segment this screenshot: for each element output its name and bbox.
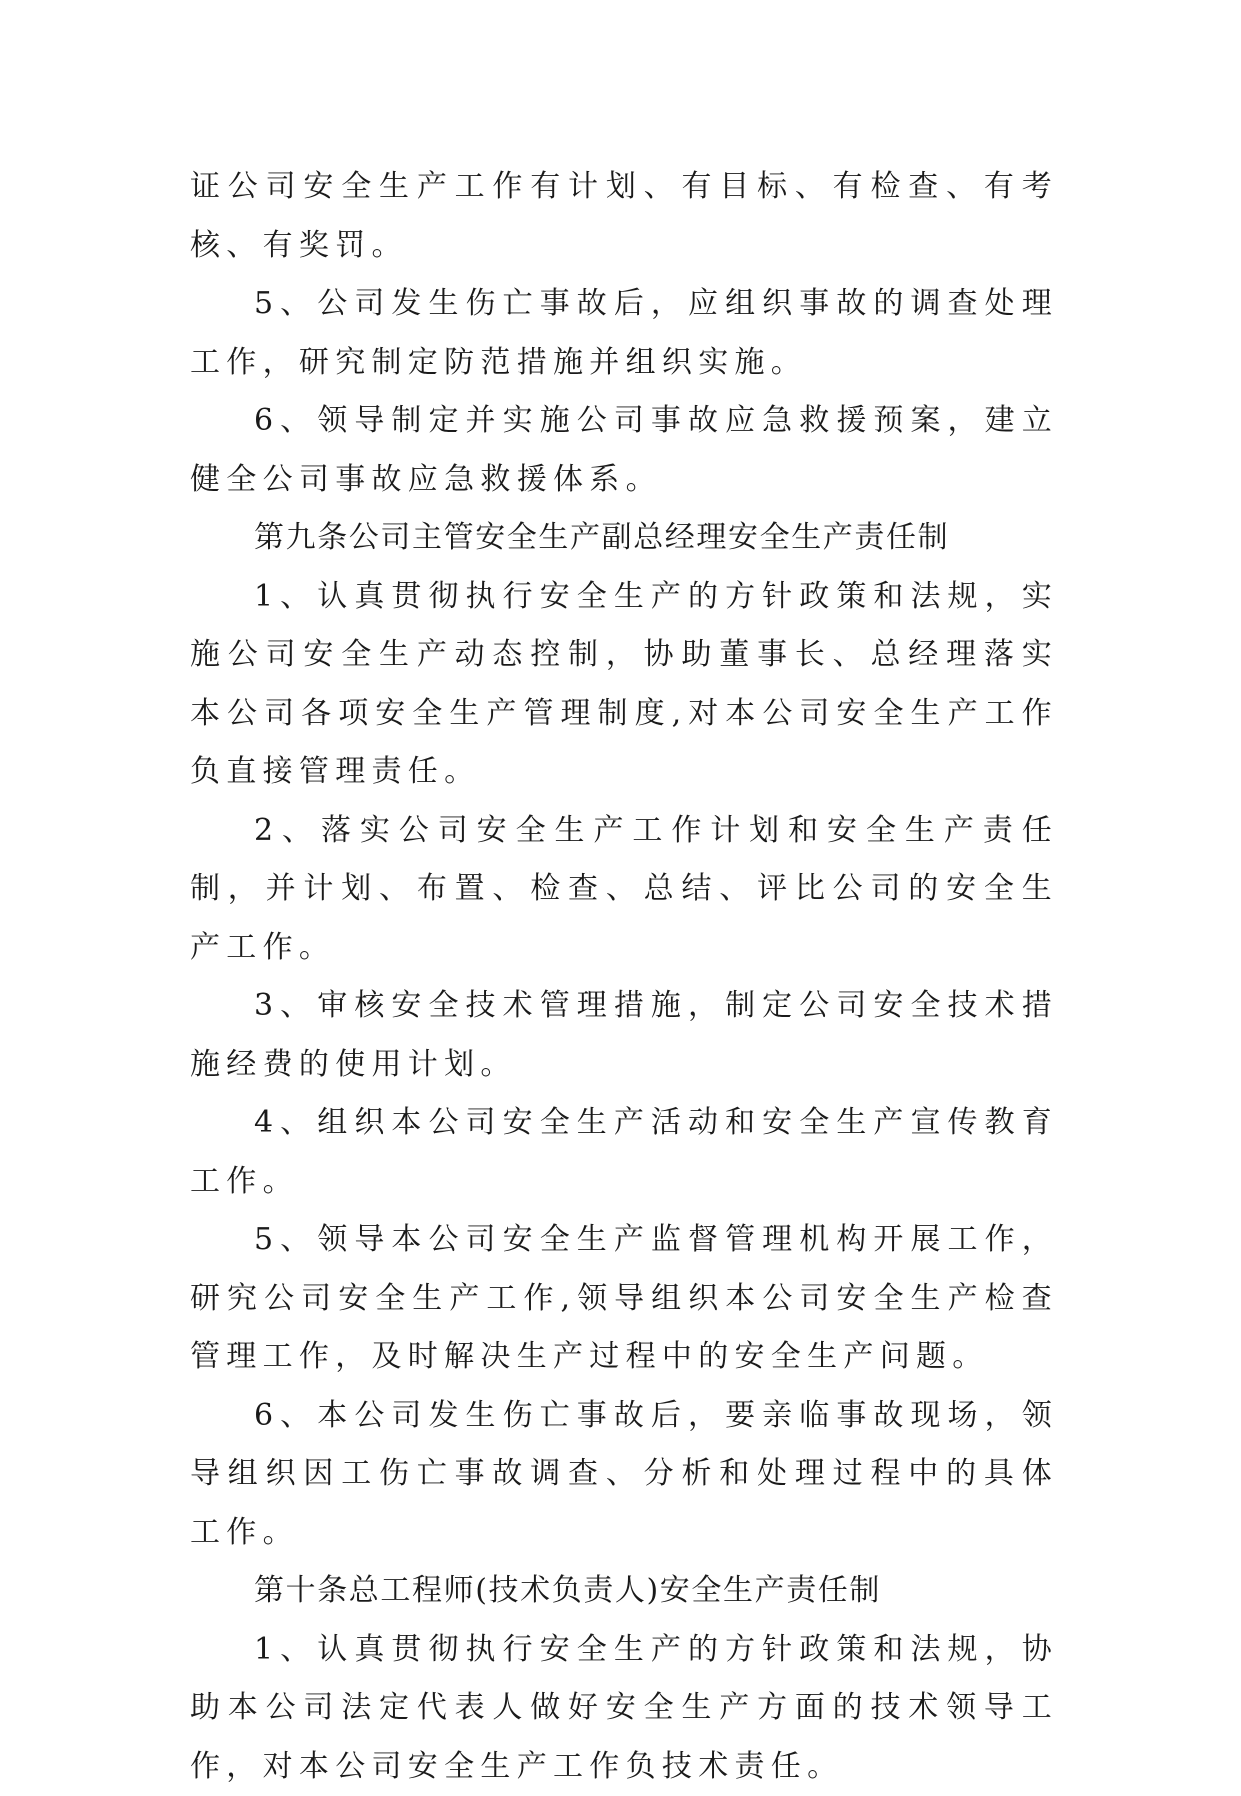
article-9-heading: 第九条公司主管安全生产副总经理安全生产责任制 [190,509,1058,568]
paragraph-art9-item-4: 4、组织本公司安全生产活动和安全生产宣传教育工作。 [190,1094,1058,1211]
paragraph-art9-item-1: 1、认真贯彻执行安全生产的方针政策和法规，实施公司安全生产动态控制，协助董事长、总经理落实本公司各项安全生产管理制度,对本公司安全生产工作负直接管理责任。 [190,568,1058,802]
paragraph-art9-item-6: 6、本公司发生伤亡事故后，要亲临事故现场，领导组织因工伤亡事故调查、分析和处理过程中的具体工作。 [190,1387,1058,1563]
paragraph-art10-item-1: 1、认真贯彻执行安全生产的方针政策和法规，协助本公司法定代表人做好安全生产方面的技术领导工作，对本公司安全生产工作负技术责任。 [190,1621,1058,1796]
paragraph-art9-item-5: 5、领导本公司安全生产监督管理机构开展工作，研究公司安全生产工作,领导组织本公司安全生产检查管理工作，及时解决生产过程中的安全生产问题。 [190,1211,1058,1387]
paragraph-item-6-emergency-plan: 6、领导制定并实施公司事故应急救援预案，建立健全公司事故应急救援体系。 [190,392,1058,509]
document-page [190,158,1058,1796]
paragraph-continuation: 证公司安全生产工作有计划、有目标、有检查、有考核、有奖罚。 [190,158,1058,275]
article-10-heading: 第十条总工程师(技术负责人)安全生产责任制 [190,1562,1058,1621]
paragraph-art9-item-3: 3、审核安全技术管理措施，制定公司安全技术措施经费的使用计划。 [190,977,1058,1094]
paragraph-art9-item-2: 2、落实公司安全生产工作计划和安全生产责任制，并计划、布置、检查、总结、评比公司的安全生产工作。 [190,802,1058,978]
paragraph-item-5-accident-handling: 5、公司发生伤亡事故后，应组织事故的调查处理工作，研究制定防范措施并组织实施。 [190,275,1058,392]
